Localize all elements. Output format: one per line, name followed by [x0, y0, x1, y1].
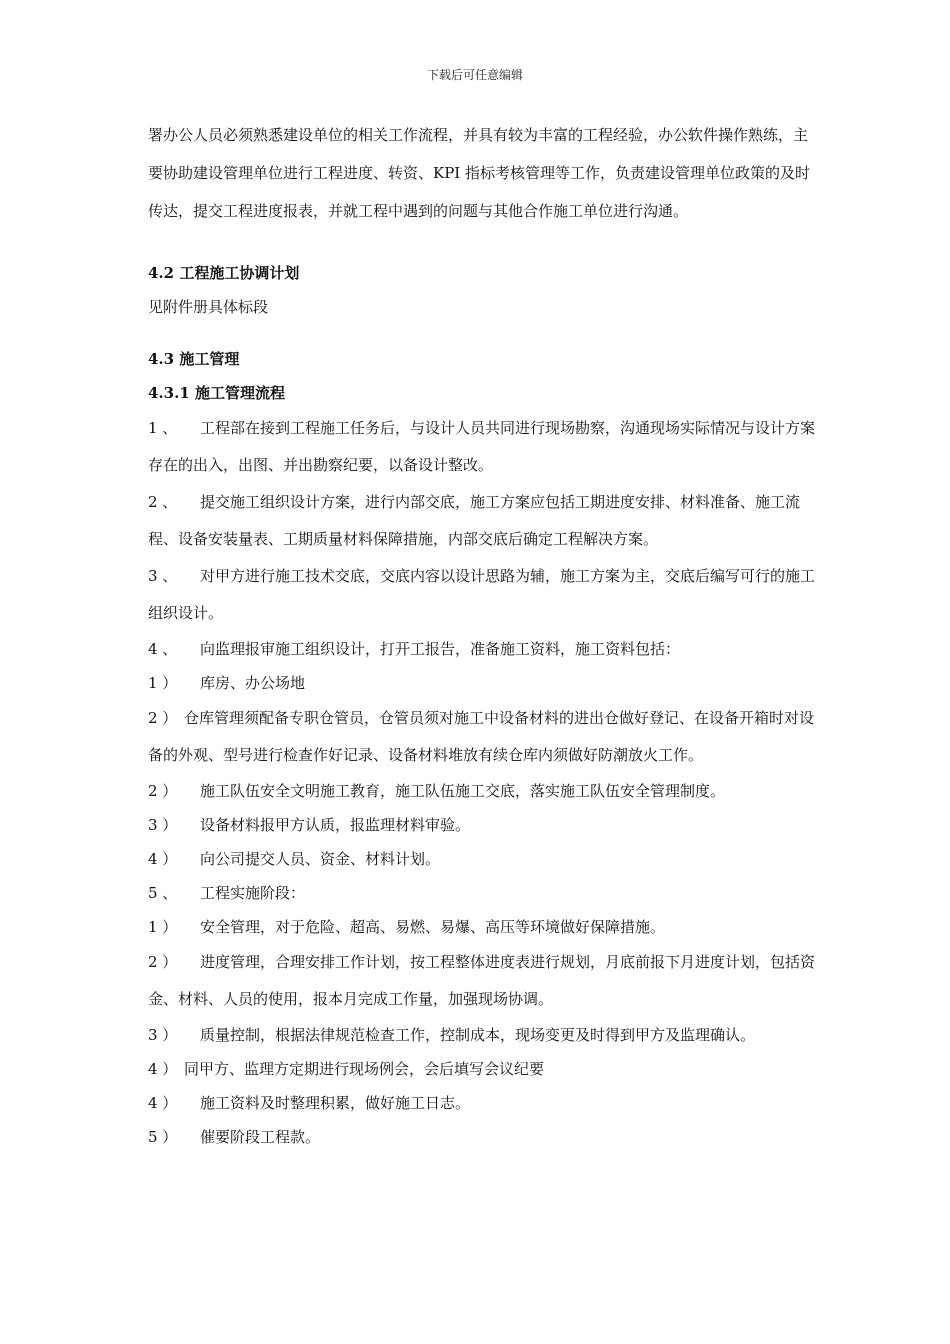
list-item-text: 催要阶段工程款。: [200, 1128, 321, 1146]
list-item: [148, 1120, 818, 1154]
list-item: [148, 876, 818, 910]
list-item-number: 3 、: [148, 567, 178, 585]
list-item-text: 设备材料报甲方认质，报监理材料审验。: [200, 816, 471, 834]
list-item-number: 3 ）: [148, 816, 178, 834]
list-item: [148, 808, 818, 842]
list-item-number: 3 ）: [148, 1026, 178, 1044]
section-text-4-2: 见附件册具体标段: [148, 298, 269, 316]
list-item-number: 5 ）: [148, 1128, 178, 1146]
list-item-text: 施工队伍安全文明施工教育，施工队伍施工交底，落实施工队伍安全管理制度。: [200, 782, 726, 800]
list-item-text: 库房、办公场地: [200, 674, 306, 692]
list-item-text: 工程部在接到工程施工任务后，与设计人员共同进行现场勘察，沟通现场实际情况与设计方案存在的出入，出图、并出勘察纪要，以备设计整改。: [148, 419, 816, 474]
list-item: [148, 484, 818, 558]
list-item-number: 1 ）: [148, 674, 178, 692]
list-item: [148, 944, 818, 1018]
list-item-text: 安全管理，对于危险、超高、易燃、易爆、高压等环境做好保障措施。: [200, 918, 666, 936]
list-item-number: 4 、: [148, 640, 178, 658]
list-item: [148, 558, 818, 632]
spacer: [148, 230, 818, 256]
list-item-text: 向公司提交人员、资金、材料计划。: [200, 850, 441, 868]
list-item: [148, 1018, 818, 1052]
list-item-number: 4 ）: [148, 1060, 178, 1078]
list-item: [148, 1086, 818, 1120]
list-item-number: 2 ）: [148, 709, 178, 727]
intro-paragraph: 署办公人员必须熟悉建设单位的相关工作流程，并具有较为丰富的工程经验，办公软件操作熟练，主要协助建设管理单位进行工程进度、转资、KPI 指标考核管理等工作，负责建设管理单位政策的及时传达，提交工程进度报表，并就工程中遇到的问题与其他合作施工单位进行沟通。: [148, 126, 810, 220]
list-item-text: 提交施工组织设计方案，进行内部交底，施工方案应包括工期进度安排、材料准备、施工流程、设备安装量表、工期质量材料保障措施，内部交底后确定工程解决方案。: [148, 493, 801, 548]
list-item-text: 进度管理，合理安排工作计划，按工程整体进度表进行规划，月底前报下月进度计划，包括资金、材料、人员的使用，报本月完成工作量，加强现场协调。: [148, 953, 816, 1008]
list-item-text: 仓库管理须配备专职仓管员，仓管员须对施工中设备材料的进出仓做好登记、在设备开箱时对设备的外观、型号进行检查作好记录、设备材料堆放有续仓库内须做好防潮放火工作。: [148, 709, 815, 764]
list-item-text: 质量控制，根据法律规范检查工作，控制成本，现场变更及时得到甲方及监理确认。: [200, 1026, 756, 1044]
list-item: [148, 410, 818, 484]
list-item-number: 4 ）: [148, 850, 178, 868]
list-item-number: 5 、: [148, 884, 178, 902]
subsection-heading-4-3-1: 4.3.1 施工管理流程: [148, 384, 285, 402]
list-item-number: 2 、: [148, 493, 178, 511]
list-item-text: 施工资料及时整理积累，做好施工日志。: [200, 1094, 471, 1112]
list-item-text: 工程实施阶段：: [200, 884, 306, 902]
list-item-text: 向监理报审施工组织设计，打开工报告，准备施工资料，施工资料包括：: [200, 640, 681, 658]
list-item-number: 2 ）: [148, 953, 178, 971]
list-item-number: 4 ）: [148, 1094, 178, 1112]
list-item-number: 1 、: [148, 419, 178, 437]
list-item: [148, 774, 818, 808]
document-body: [148, 116, 818, 1154]
list-item: [148, 842, 818, 876]
list-item-number: 1 ）: [148, 918, 178, 936]
list-item: [148, 910, 818, 944]
list-item-text: 同甲方、监理方定期进行现场例会，会后填写会议纪要: [184, 1060, 545, 1078]
spacer: [148, 324, 818, 342]
list-item: [148, 666, 818, 700]
list-item: [148, 700, 818, 774]
section-heading-4-3: 4.3 施工管理: [148, 350, 240, 368]
page-header: 下载后可任意编辑: [426, 68, 523, 82]
list-item: [148, 1052, 818, 1086]
list-item-text: 对甲方进行施工技术交底，交底内容以设计思路为辅，施工方案为主，交底后编写可行的施工组织设计。: [148, 567, 816, 622]
section-heading-4-2: 4.2 工程施工协调计划: [148, 264, 300, 282]
list-item-number: 2 ）: [148, 782, 178, 800]
list-item: [148, 632, 818, 666]
